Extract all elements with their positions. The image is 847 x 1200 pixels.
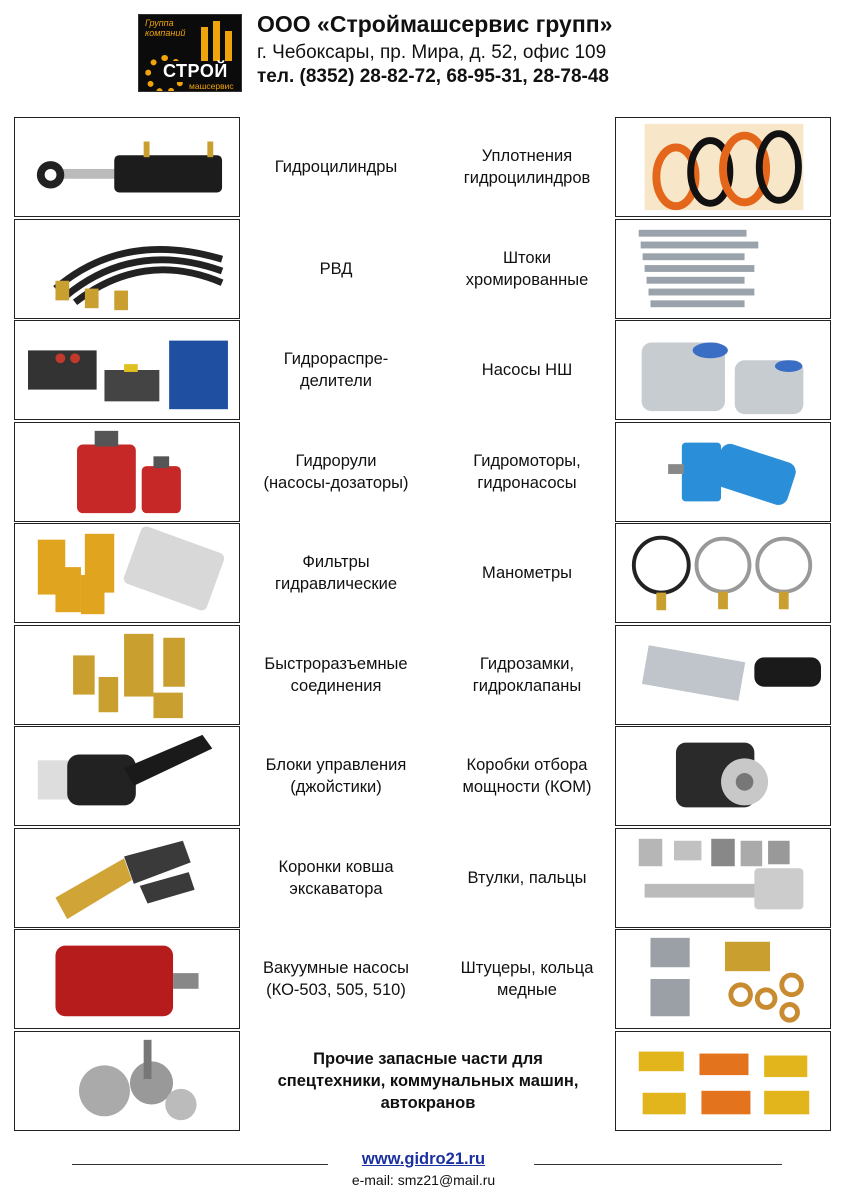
check-valves-image [615,625,831,725]
product-label-left-8: Коронки ковша экскаватора [278,858,394,898]
hydraulic-cylinder-image [14,117,240,217]
steering-units-image [14,422,240,522]
product-label-right-7: Коробки отбора мощности (КОМ) [462,756,592,796]
logo-name: СТРОЙ [163,61,228,81]
pressure-gauges-image [615,523,831,623]
filters-image [14,523,240,623]
product-label-left-2: РВД [319,260,353,278]
product-label-right-2: Штоки хромированные [465,249,589,289]
cylinder-seals-image [615,117,831,217]
product-label-left-3: Гидрораспре- делители [283,350,389,390]
bucket-teeth-image [14,828,240,928]
fittings-rings-image [615,929,831,1029]
product-label-right-8: Втулки, пальцы [467,869,587,887]
vacuum-pumps-image [14,929,240,1029]
chrome-rods-image [615,219,831,319]
product-label-right-1: Уплотнения гидроцилиндров [463,147,591,187]
other-parts-label: Прочие запасные части для спецтехники, коммунальных машин, автокранов [277,1050,579,1112]
quick-couplings-image [14,625,240,725]
joysticks-image [14,726,240,826]
product-label-right-5: Манометры [482,564,572,582]
product-label-left-9: Вакуумные насосы (КО-503, 505, 510) [263,959,409,999]
product-label-right-6: Гидрозамки, гидроклапаны [472,655,582,695]
product-label-right-3: Насосы НШ [481,361,573,379]
company-phones: тел. (8352) 28-82-72, 68-95-31, 28-78-48 [257,66,609,87]
power-takeoff-image [615,726,831,826]
product-label-right-9: Штуцеры, кольца медные [460,959,594,999]
hydraulic-motors-image [615,422,831,522]
email-text: e-mail: smz21@mail.ru [351,1172,496,1188]
valves-image [14,320,240,420]
product-label-left-5: Фильтры гидравлические [274,553,398,593]
company-address: г. Чебоксары, пр. Мира, д. 52, офис 109 [257,42,607,63]
hoses-image [14,219,240,319]
spare-parts-image [14,1031,240,1131]
gear-pumps-image [615,320,831,420]
product-label-left-4: Гидрорули (насосы-дозаторы) [263,452,409,492]
product-label-right-4: Гидромоторы, гидронасосы [473,452,581,492]
bushings-pins-image [615,828,831,928]
company-logo [138,14,242,92]
product-label-left-7: Блоки управления (джойстики) [265,756,407,796]
product-label-left-6: Быстроразъемные соединения [264,655,408,695]
company-name: ООО «Строймашсервис групп» [257,11,613,37]
machinery-image [615,1031,831,1131]
product-label-left-1: Гидроцилиндры [274,158,398,176]
logo-sub: машсервис [189,81,234,91]
logo-top-text: Группа компаний [145,18,186,38]
website-link[interactable]: www.gidro21.ru [361,1150,486,1168]
